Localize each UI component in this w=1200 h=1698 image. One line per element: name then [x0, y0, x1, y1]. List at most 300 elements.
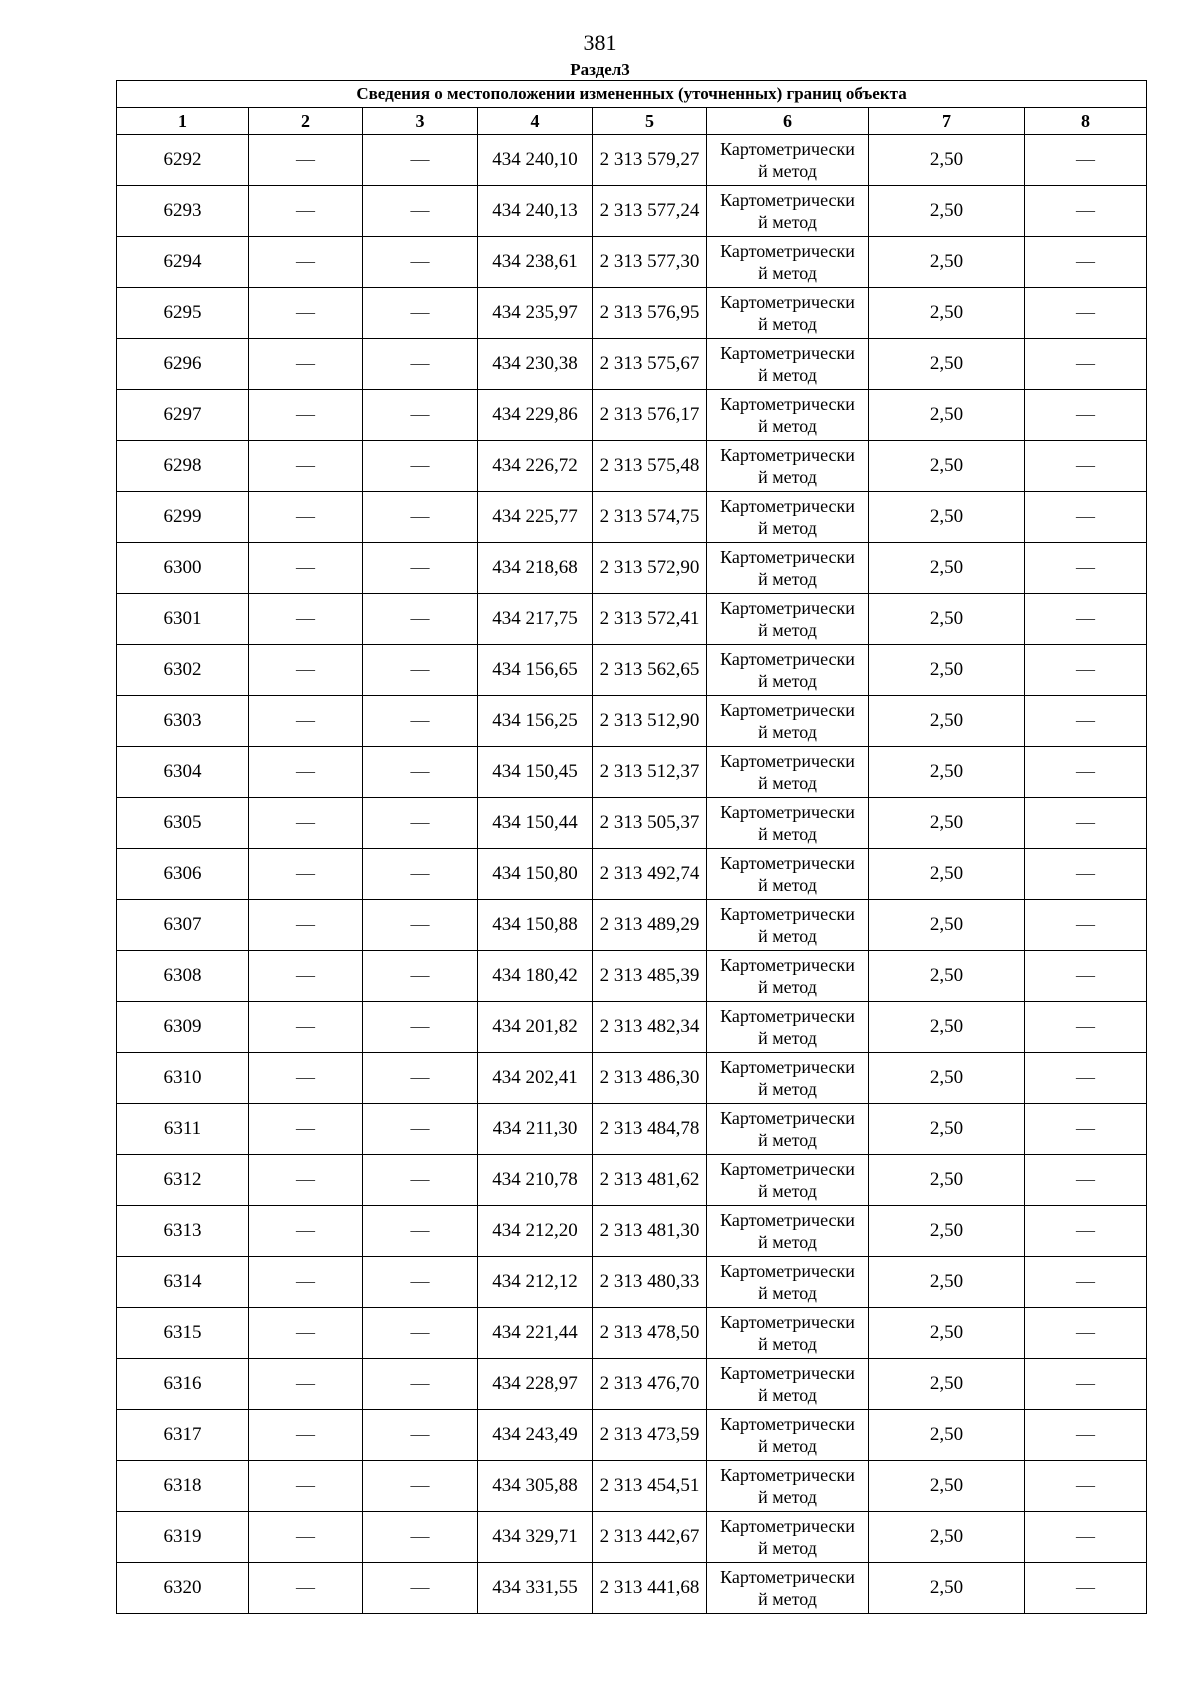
- accuracy-cell: 2,50: [869, 1104, 1025, 1155]
- column-2-cell: —: [249, 390, 363, 441]
- table-row: [117, 339, 1147, 390]
- y-coordinate-cell: 2 313 492,74: [593, 849, 707, 900]
- column-3-cell: —: [363, 1461, 478, 1512]
- method-line-1: Картометрически: [720, 955, 855, 975]
- accuracy-cell: 2,50: [869, 696, 1025, 747]
- column-8-cell: —: [1025, 135, 1147, 186]
- method-cell: [707, 1155, 869, 1206]
- column-2-cell: —: [249, 1104, 363, 1155]
- x-coordinate-cell: 434 240,13: [478, 186, 593, 237]
- column-8-cell: —: [1025, 543, 1147, 594]
- method-line-1: Картометрически: [720, 1516, 855, 1536]
- table-row: [117, 1359, 1147, 1410]
- column-8-cell: —: [1025, 492, 1147, 543]
- column-8-cell: —: [1025, 1410, 1147, 1461]
- y-coordinate-cell: 2 313 480,33: [593, 1257, 707, 1308]
- method-line-2: й метод: [758, 1385, 817, 1405]
- column-header: 3: [363, 108, 478, 135]
- accuracy-cell: 2,50: [869, 849, 1025, 900]
- column-3-cell: —: [363, 1257, 478, 1308]
- x-coordinate-cell: 434 156,65: [478, 645, 593, 696]
- column-2-cell: —: [249, 1053, 363, 1104]
- method-line-2: й метод: [758, 518, 817, 538]
- method-line-2: й метод: [758, 1589, 817, 1609]
- column-8-cell: —: [1025, 849, 1147, 900]
- column-2-cell: —: [249, 849, 363, 900]
- column-2-cell: —: [249, 1002, 363, 1053]
- column-2-cell: —: [249, 441, 363, 492]
- table-row: [117, 1206, 1147, 1257]
- method-line-1: Картометрически: [720, 1465, 855, 1485]
- accuracy-cell: 2,50: [869, 186, 1025, 237]
- y-coordinate-cell: 2 313 484,78: [593, 1104, 707, 1155]
- method-cell: [707, 543, 869, 594]
- method-cell: [707, 441, 869, 492]
- column-header: 8: [1025, 108, 1147, 135]
- column-2-cell: —: [249, 186, 363, 237]
- accuracy-cell: 2,50: [869, 1053, 1025, 1104]
- point-number-cell: 6313: [117, 1206, 249, 1257]
- y-coordinate-cell: 2 313 473,59: [593, 1410, 707, 1461]
- method-line-2: й метод: [758, 161, 817, 181]
- y-coordinate-cell: 2 313 481,62: [593, 1155, 707, 1206]
- x-coordinate-cell: 434 212,20: [478, 1206, 593, 1257]
- column-3-cell: —: [363, 1410, 478, 1461]
- x-coordinate-cell: 434 211,30: [478, 1104, 593, 1155]
- table-caption: Сведения о местоположении измененных (уточненных) границ объекта: [117, 81, 1147, 108]
- x-coordinate-cell: 434 180,42: [478, 951, 593, 1002]
- method-line-2: й метод: [758, 1028, 817, 1048]
- column-8-cell: —: [1025, 1512, 1147, 1563]
- column-2-cell: —: [249, 543, 363, 594]
- x-coordinate-cell: 434 230,38: [478, 339, 593, 390]
- method-cell: [707, 135, 869, 186]
- method-cell: [707, 594, 869, 645]
- column-8-cell: —: [1025, 1053, 1147, 1104]
- accuracy-cell: 2,50: [869, 1359, 1025, 1410]
- column-3-cell: —: [363, 543, 478, 594]
- column-3-cell: —: [363, 1053, 478, 1104]
- point-number-cell: 6296: [117, 339, 249, 390]
- accuracy-cell: 2,50: [869, 390, 1025, 441]
- x-coordinate-cell: 434 329,71: [478, 1512, 593, 1563]
- y-coordinate-cell: 2 313 489,29: [593, 900, 707, 951]
- method-line-1: Картометрически: [720, 853, 855, 873]
- table-row: [117, 1053, 1147, 1104]
- point-number-cell: 6293: [117, 186, 249, 237]
- column-3-cell: —: [363, 339, 478, 390]
- column-8-cell: —: [1025, 390, 1147, 441]
- method-cell: [707, 1308, 869, 1359]
- method-cell: [707, 1257, 869, 1308]
- point-number-cell: 6294: [117, 237, 249, 288]
- table-row: [117, 900, 1147, 951]
- x-coordinate-cell: 434 226,72: [478, 441, 593, 492]
- method-cell: [707, 1104, 869, 1155]
- x-coordinate-cell: 434 156,25: [478, 696, 593, 747]
- method-line-1: Картометрически: [720, 496, 855, 516]
- method-cell: [707, 186, 869, 237]
- method-cell: [707, 696, 869, 747]
- column-2-cell: —: [249, 645, 363, 696]
- point-number-cell: 6310: [117, 1053, 249, 1104]
- point-number-cell: 6305: [117, 798, 249, 849]
- accuracy-cell: 2,50: [869, 441, 1025, 492]
- x-coordinate-cell: 434 305,88: [478, 1461, 593, 1512]
- column-2-cell: —: [249, 492, 363, 543]
- section-label: Раздел3: [570, 60, 630, 79]
- method-line-2: й метод: [758, 212, 817, 232]
- method-cell: [707, 1410, 869, 1461]
- y-coordinate-cell: 2 313 478,50: [593, 1308, 707, 1359]
- accuracy-cell: 2,50: [869, 1155, 1025, 1206]
- x-coordinate-cell: 434 229,86: [478, 390, 593, 441]
- table-body: [117, 135, 1147, 1614]
- method-line-2: й метод: [758, 1487, 817, 1507]
- accuracy-cell: 2,50: [869, 1410, 1025, 1461]
- table-row: [117, 747, 1147, 798]
- point-number-cell: 6317: [117, 1410, 249, 1461]
- table-row: [117, 849, 1147, 900]
- point-number-cell: 6308: [117, 951, 249, 1002]
- column-3-cell: —: [363, 135, 478, 186]
- accuracy-cell: 2,50: [869, 798, 1025, 849]
- column-8-cell: —: [1025, 798, 1147, 849]
- column-8-cell: —: [1025, 1308, 1147, 1359]
- column-3-cell: —: [363, 951, 478, 1002]
- point-number-cell: 6306: [117, 849, 249, 900]
- column-3-cell: —: [363, 1359, 478, 1410]
- column-8-cell: —: [1025, 1563, 1147, 1614]
- column-8-cell: —: [1025, 1002, 1147, 1053]
- y-coordinate-cell: 2 313 454,51: [593, 1461, 707, 1512]
- x-coordinate-cell: 434 212,12: [478, 1257, 593, 1308]
- y-coordinate-cell: 2 313 481,30: [593, 1206, 707, 1257]
- table-row: [117, 1410, 1147, 1461]
- y-coordinate-cell: 2 313 442,67: [593, 1512, 707, 1563]
- method-cell: [707, 849, 869, 900]
- x-coordinate-cell: 434 210,78: [478, 1155, 593, 1206]
- x-coordinate-cell: 434 150,80: [478, 849, 593, 900]
- table-row: [117, 135, 1147, 186]
- method-line-1: Картометрически: [720, 1363, 855, 1383]
- table-row: [117, 594, 1147, 645]
- column-8-cell: —: [1025, 186, 1147, 237]
- column-8-cell: —: [1025, 594, 1147, 645]
- method-line-2: й метод: [758, 1334, 817, 1354]
- table-row: [117, 1155, 1147, 1206]
- table-row: [117, 1257, 1147, 1308]
- y-coordinate-cell: 2 313 575,67: [593, 339, 707, 390]
- method-cell: [707, 492, 869, 543]
- column-3-cell: —: [363, 798, 478, 849]
- table-row: [117, 1512, 1147, 1563]
- y-coordinate-cell: 2 313 485,39: [593, 951, 707, 1002]
- point-number-cell: 6298: [117, 441, 249, 492]
- column-3-cell: —: [363, 696, 478, 747]
- column-2-cell: —: [249, 1308, 363, 1359]
- column-header: 7: [869, 108, 1025, 135]
- column-2-cell: —: [249, 1206, 363, 1257]
- x-coordinate-cell: 434 331,55: [478, 1563, 593, 1614]
- x-coordinate-cell: 434 225,77: [478, 492, 593, 543]
- method-line-1: Картометрически: [720, 139, 855, 159]
- y-coordinate-cell: 2 313 576,17: [593, 390, 707, 441]
- method-line-2: й метод: [758, 773, 817, 793]
- x-coordinate-cell: 434 221,44: [478, 1308, 593, 1359]
- column-8-cell: —: [1025, 339, 1147, 390]
- method-line-2: й метод: [758, 1283, 817, 1303]
- table-row: [117, 492, 1147, 543]
- column-2-cell: —: [249, 237, 363, 288]
- point-number-cell: 6319: [117, 1512, 249, 1563]
- column-2-cell: —: [249, 798, 363, 849]
- column-8-cell: —: [1025, 747, 1147, 798]
- column-3-cell: —: [363, 645, 478, 696]
- table-row: [117, 1461, 1147, 1512]
- column-8-cell: —: [1025, 1461, 1147, 1512]
- y-coordinate-cell: 2 313 441,68: [593, 1563, 707, 1614]
- x-coordinate-cell: 434 238,61: [478, 237, 593, 288]
- method-line-1: Картометрически: [720, 1261, 855, 1281]
- accuracy-cell: 2,50: [869, 1512, 1025, 1563]
- column-header: 1: [117, 108, 249, 135]
- method-cell: [707, 1053, 869, 1104]
- x-coordinate-cell: 434 235,97: [478, 288, 593, 339]
- method-line-2: й метод: [758, 722, 817, 742]
- accuracy-cell: 2,50: [869, 288, 1025, 339]
- column-3-cell: —: [363, 492, 478, 543]
- point-number-cell: 6300: [117, 543, 249, 594]
- y-coordinate-cell: 2 313 482,34: [593, 1002, 707, 1053]
- accuracy-cell: 2,50: [869, 1257, 1025, 1308]
- y-coordinate-cell: 2 313 577,24: [593, 186, 707, 237]
- point-number-cell: 6318: [117, 1461, 249, 1512]
- point-number-cell: 6302: [117, 645, 249, 696]
- method-line-1: Картометрически: [720, 1210, 855, 1230]
- column-8-cell: —: [1025, 1155, 1147, 1206]
- column-2-cell: —: [249, 1563, 363, 1614]
- y-coordinate-cell: 2 313 577,30: [593, 237, 707, 288]
- column-2-cell: —: [249, 1410, 363, 1461]
- method-line-2: й метод: [758, 1538, 817, 1558]
- column-8-cell: —: [1025, 237, 1147, 288]
- method-line-2: й метод: [758, 467, 817, 487]
- y-coordinate-cell: 2 313 476,70: [593, 1359, 707, 1410]
- point-number-cell: 6311: [117, 1104, 249, 1155]
- point-number-cell: 6309: [117, 1002, 249, 1053]
- method-line-1: Картометрически: [720, 1108, 855, 1128]
- method-cell: [707, 1461, 869, 1512]
- accuracy-cell: 2,50: [869, 900, 1025, 951]
- column-8-cell: —: [1025, 1257, 1147, 1308]
- method-line-2: й метод: [758, 1079, 817, 1099]
- x-coordinate-cell: 434 240,10: [478, 135, 593, 186]
- column-3-cell: —: [363, 747, 478, 798]
- x-coordinate-cell: 434 228,97: [478, 1359, 593, 1410]
- accuracy-cell: 2,50: [869, 1308, 1025, 1359]
- table-row: [117, 543, 1147, 594]
- method-cell: [707, 237, 869, 288]
- method-line-1: Картометрически: [720, 1057, 855, 1077]
- column-3-cell: —: [363, 1206, 478, 1257]
- column-3-cell: —: [363, 1563, 478, 1614]
- column-8-cell: —: [1025, 645, 1147, 696]
- accuracy-cell: 2,50: [869, 1002, 1025, 1053]
- x-coordinate-cell: 434 150,44: [478, 798, 593, 849]
- y-coordinate-cell: 2 313 505,37: [593, 798, 707, 849]
- point-number-cell: 6299: [117, 492, 249, 543]
- method-cell: [707, 645, 869, 696]
- accuracy-cell: 2,50: [869, 1206, 1025, 1257]
- y-coordinate-cell: 2 313 486,30: [593, 1053, 707, 1104]
- method-cell: [707, 951, 869, 1002]
- x-coordinate-cell: 434 150,45: [478, 747, 593, 798]
- method-cell: [707, 747, 869, 798]
- column-3-cell: —: [363, 237, 478, 288]
- table-row: [117, 186, 1147, 237]
- method-line-2: й метод: [758, 620, 817, 640]
- accuracy-cell: 2,50: [869, 1461, 1025, 1512]
- table-row: [117, 696, 1147, 747]
- y-coordinate-cell: 2 313 572,41: [593, 594, 707, 645]
- table-row: [117, 1308, 1147, 1359]
- column-2-cell: —: [249, 1512, 363, 1563]
- table-row: [117, 441, 1147, 492]
- x-coordinate-cell: 434 218,68: [478, 543, 593, 594]
- y-coordinate-cell: 2 313 576,95: [593, 288, 707, 339]
- table-caption-row: [117, 81, 1147, 108]
- column-2-cell: —: [249, 900, 363, 951]
- method-line-1: Картометрически: [720, 190, 855, 210]
- y-coordinate-cell: 2 313 572,90: [593, 543, 707, 594]
- table-row: [117, 645, 1147, 696]
- method-line-1: Картометрически: [720, 394, 855, 414]
- method-line-1: Картометрически: [720, 649, 855, 669]
- method-line-2: й метод: [758, 416, 817, 436]
- table-row: [117, 390, 1147, 441]
- column-8-cell: —: [1025, 1359, 1147, 1410]
- method-line-1: Картометрически: [720, 1414, 855, 1434]
- method-line-2: й метод: [758, 1181, 817, 1201]
- y-coordinate-cell: 2 313 574,75: [593, 492, 707, 543]
- column-3-cell: —: [363, 390, 478, 441]
- y-coordinate-cell: 2 313 575,48: [593, 441, 707, 492]
- accuracy-cell: 2,50: [869, 543, 1025, 594]
- column-header: 5: [593, 108, 707, 135]
- method-line-2: й метод: [758, 314, 817, 334]
- column-3-cell: —: [363, 441, 478, 492]
- accuracy-cell: 2,50: [869, 645, 1025, 696]
- method-line-2: й метод: [758, 977, 817, 997]
- column-3-cell: —: [363, 1155, 478, 1206]
- method-line-2: й метод: [758, 1130, 817, 1150]
- x-coordinate-cell: 434 150,88: [478, 900, 593, 951]
- column-2-cell: —: [249, 288, 363, 339]
- method-line-2: й метод: [758, 569, 817, 589]
- column-3-cell: —: [363, 900, 478, 951]
- accuracy-cell: 2,50: [869, 747, 1025, 798]
- method-line-2: й метод: [758, 1232, 817, 1252]
- method-line-2: й метод: [758, 263, 817, 283]
- accuracy-cell: 2,50: [869, 492, 1025, 543]
- table-row: [117, 1002, 1147, 1053]
- method-cell: [707, 1563, 869, 1614]
- column-header: 2: [249, 108, 363, 135]
- column-2-cell: —: [249, 951, 363, 1002]
- point-number-cell: 6304: [117, 747, 249, 798]
- method-cell: [707, 1359, 869, 1410]
- method-cell: [707, 1512, 869, 1563]
- point-number-cell: 6320: [117, 1563, 249, 1614]
- accuracy-cell: 2,50: [869, 339, 1025, 390]
- point-number-cell: 6314: [117, 1257, 249, 1308]
- x-coordinate-cell: 434 201,82: [478, 1002, 593, 1053]
- coordinates-table: [116, 80, 1147, 1614]
- y-coordinate-cell: 2 313 579,27: [593, 135, 707, 186]
- column-3-cell: —: [363, 288, 478, 339]
- method-cell: [707, 339, 869, 390]
- table-row: [117, 288, 1147, 339]
- method-line-1: Картометрически: [720, 1567, 855, 1587]
- point-number-cell: 6307: [117, 900, 249, 951]
- column-3-cell: —: [363, 1512, 478, 1563]
- point-number-cell: 6315: [117, 1308, 249, 1359]
- accuracy-cell: 2,50: [869, 237, 1025, 288]
- method-cell: [707, 1206, 869, 1257]
- method-cell: [707, 390, 869, 441]
- method-line-1: Картометрически: [720, 904, 855, 924]
- method-line-1: Картометрически: [720, 292, 855, 312]
- method-cell: [707, 1002, 869, 1053]
- method-line-2: й метод: [758, 671, 817, 691]
- method-line-2: й метод: [758, 875, 817, 895]
- method-line-2: й метод: [758, 824, 817, 844]
- page-number: 381: [583, 30, 617, 55]
- point-number-cell: 6301: [117, 594, 249, 645]
- column-header: 4: [478, 108, 593, 135]
- y-coordinate-cell: 2 313 562,65: [593, 645, 707, 696]
- table-row: [117, 1104, 1147, 1155]
- method-line-1: Картометрически: [720, 547, 855, 567]
- column-2-cell: —: [249, 1461, 363, 1512]
- x-coordinate-cell: 434 202,41: [478, 1053, 593, 1104]
- column-2-cell: —: [249, 594, 363, 645]
- point-number-cell: 6316: [117, 1359, 249, 1410]
- table-row: [117, 798, 1147, 849]
- column-8-cell: —: [1025, 288, 1147, 339]
- column-2-cell: —: [249, 747, 363, 798]
- x-coordinate-cell: 434 217,75: [478, 594, 593, 645]
- column-2-cell: —: [249, 1257, 363, 1308]
- column-8-cell: —: [1025, 1104, 1147, 1155]
- column-3-cell: —: [363, 849, 478, 900]
- accuracy-cell: 2,50: [869, 951, 1025, 1002]
- point-number-cell: 6295: [117, 288, 249, 339]
- column-2-cell: —: [249, 1359, 363, 1410]
- column-8-cell: —: [1025, 1206, 1147, 1257]
- y-coordinate-cell: 2 313 512,37: [593, 747, 707, 798]
- method-cell: [707, 288, 869, 339]
- column-header-row: [117, 108, 1147, 135]
- method-line-2: й метод: [758, 926, 817, 946]
- method-line-1: Картометрически: [720, 700, 855, 720]
- table-row: [117, 1563, 1147, 1614]
- table-row: [117, 951, 1147, 1002]
- column-3-cell: —: [363, 1104, 478, 1155]
- column-2-cell: —: [249, 135, 363, 186]
- point-number-cell: 6297: [117, 390, 249, 441]
